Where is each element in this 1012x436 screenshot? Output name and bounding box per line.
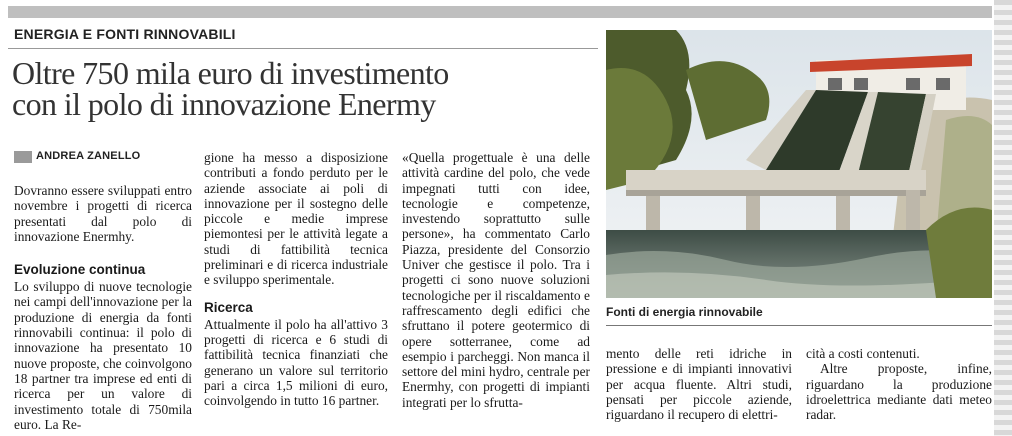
article-column-1 [14, 183, 192, 432]
headline-line-1: Oltre 750 mila euro di investimento [12, 55, 449, 91]
body-paragraph: «Quella progettuale è una delle attività cardine del polo, che vede impegnati tutti con idee, tecnologie e competenze, investendo soprattutto sulle persone», ha commentato Carlo Piazza, presidente del Consorzio Univer che gestisce il polo. Tra i progetti ci sono nuove soluzioni tecnologiche per il riscaldamento e raffrescamento degli edifici che sfruttano il potere geotermico di opere sotterranee, come ad esempio i parcheggi. Non manca il settore del mini hydro, centrale per Enermhy, con progetti di impianti integrati per lo sfrutta- [402, 150, 590, 410]
body-paragraph: Attualmente il polo ha all'attivo 3 progetti di ricerca e 6 studi di fattibilità tecnica finanziati che generano un valore sul territorio pari a circa 1,5 milioni di euro, coinvolgendo in tutto 16 partner. [204, 316, 388, 409]
caption-divider [606, 325, 992, 326]
top-band [8, 6, 992, 18]
article-column-5 [806, 346, 992, 422]
article-column-3 [402, 150, 590, 410]
photo-caption: Fonti di energia rinnovabile [606, 305, 763, 319]
section-divider [8, 48, 598, 49]
headline [12, 55, 602, 122]
article-column-4 [606, 346, 792, 422]
subhead-evoluzione: Evoluzione continua [14, 262, 146, 278]
hydro-plant-photo [606, 30, 992, 298]
body-paragraph: cità a costi contenuti. [806, 346, 920, 361]
body-paragraph: Lo sviluppo di nuove tecnologie nei campi dell'innovazione per la produzione di energia da fonti rinnovabili continua: il polo di innovazione ha presentato 10 nuove proposte, che coinvolgono 18 partner tra imprese ed enti di ricerca per un valore di investimento totale di 750mila euro. La Re- [14, 279, 192, 432]
page-edge-strip [994, 0, 1012, 436]
body-paragraph: gione ha messo a disposizione contributi a fondo perduto per le aziende associate ai poli di innovazione per il sostegno delle piccole e medie imprese piemontesi per le attività legate a studi di fattibilità tecnica preliminari e di ricerca industriale e sviluppo sperimentale. [204, 150, 388, 288]
body-paragraph: Altre proposte, infine, riguardano la produzione idroelettrica mediante dati meteo radar. [806, 361, 992, 423]
headline-line-2: con il polo di innovazione Enermy [12, 86, 436, 122]
section-title: ENERGIA E FONTI RINNOVABILI [14, 26, 236, 42]
intro-paragraph: Dovranno essere sviluppati entro novembre i progetti di ricerca presentati dal polo di innovazione Enermhy. [14, 183, 192, 244]
body-paragraph: mento delle reti idriche in pressione e di impianti innovativi per acqua fluente. Altri studi, pensati per piccole aziende, riguardano il recupero di elettri- [606, 346, 792, 423]
subhead-ricerca: Ricerca [204, 299, 253, 315]
author-byline: ANDREA ZANELLO [36, 150, 141, 162]
article-column-2 [204, 150, 388, 408]
byline-marker [14, 151, 32, 163]
